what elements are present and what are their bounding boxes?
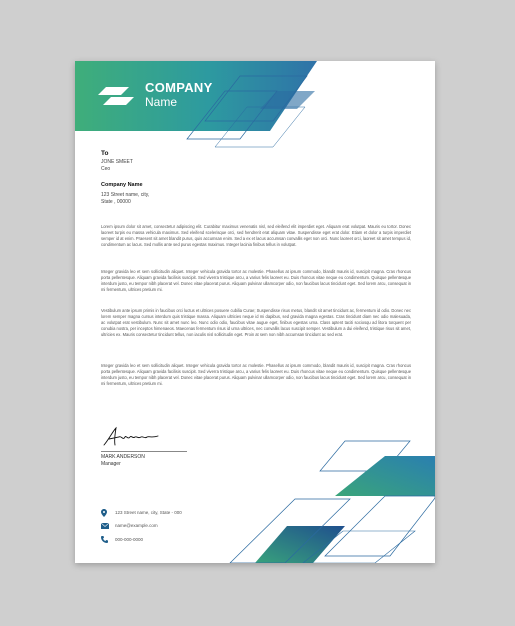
contact-address [101, 508, 182, 517]
footer-decoration [225, 436, 435, 563]
body-paragraph-4: Integer gravida leo et sem sollicitudin aliquet. Integer vehicula gravida tortor ac molestie. Phasellus at ipsum commodo, blandit mauris id, suscipit magna. Cras rhoncus porta pellentesque. Aliquam gravida facilisis suscipit. Sed viverra tristique arcu, a varius felis laoreet eu. Duis rhoncus vitae neque eu condimentum. Quisque pellentesque interdum justo, eu tempor nibh placerat vel. Donec vitae placerat purus. Aliquam pulvinar ullamcorper odio, non faucibus lacus tincidunt eget. Sed lorem arcu, consequat in mi fermentum, ultrices pretium mi. [101, 363, 411, 386]
address-line-1: 123 Street name, city, [101, 192, 150, 198]
map-pin-icon [101, 509, 111, 517]
body-paragraph-3: Vestibulum ante ipsum primis in faucibus orci luctus et ultrices posuere cubilia Curae; Suspendisse risus metus, blandit sit amet tincidunt ac, fermentum id odio. Donec nec lorem semper magna cursus interdum quis tristique massa. Aliquam ultricies neque id mi dapibus, sed gravida magna egestas. Cras tincidunt diam nec odio malesuada, ac volutpat erat vestibulum. Nunc sit amet nunc leo. Nunc odio odio, faucibus vitae augue eget, finibus egestas urna. Class aptent taciti sociosqu ad litora torquent per conubia nostra, per inceptos himenaeos. Maecenas fermentum risus id urna ultrices, nec convallis lacus suscipit semper. Vestibulum a dui eleifend, tristique risus sit amet, ultricies ex. Mauris consectetur tincidunt tellus, non iaculis nisl sollicitudin eget. Proin at sem non nibh accumsan tincidunt ac sed erat. [101, 308, 411, 337]
letterhead-page [75, 61, 435, 563]
company-name-sub: Name [145, 95, 178, 109]
company-address [101, 192, 411, 206]
to-label: To [101, 150, 109, 157]
contact-phone-text: 000-000-0000 [115, 537, 144, 542]
signer-title: Manager [101, 461, 121, 467]
contact-phone [101, 535, 143, 544]
company-block-label: Company Name [101, 182, 143, 188]
signature-line [101, 451, 187, 452]
phone-icon [101, 536, 111, 544]
body-paragraph-1: Lorem ipsum dolor sit amet, consectetur adipiscing elit. Curabitur maximus venenatis nisl, sed eleifend elit imperdiet eget. Aliquam erat volutpat. Mauris eu tortor. Donec laoreet turpis eu massa vehicula maximus. Sed eleifend scelerisque orci, sed hendrerit erat aliquam vitae. Suspendisse eget erat dolor. Etiam et dolor a turpis imperdiet semper id at enim. Praesent sit amet blandit purus, quis accumsan enim. Sed a ex et lacus accumsan convallis eget non orci. Nunc laoreet orci, laoreet sit amet tempus id, condimentum ac lacus. Sed mollis ante sed purus egestas maximus. Integer lacinia finibus tellus in volutpat. [101, 224, 411, 247]
contact-email-text: name@example.com [115, 523, 158, 528]
recipient-name: JONE SMEET [101, 159, 133, 165]
signer-name: MARK ANDERSON [101, 454, 145, 460]
mail-icon [101, 522, 111, 530]
handwritten-signature [101, 425, 161, 449]
company-name: COMPANY [145, 80, 213, 95]
contact-address-text: 123 Street name, city, State - 000 [115, 510, 182, 515]
contact-email [101, 521, 158, 530]
header-line-decoration [185, 61, 315, 151]
address-line-2: State , 00000 [101, 199, 131, 205]
recipient-title: Ceo [101, 166, 111, 172]
body-paragraph-2: Integer gravida leo et sem sollicitudin aliquet. Integer vehicula gravida tortor ac molestie. Phasellus at ipsum commodo, blandit mauris id, suscipit magna. Cras rhoncus porta pellentesque. Aliquam gravida facilisis suscipit. Sed viverra tristique arcu, a varius felis laoreet eu. Duis rhoncus vitae neque eu condimentum. Quisque pellentesque interdum justo, eu tempor nibh placerat vel. Donec vitae placerat purus. Aliquam pulvinar ullamcorper odio, non faucibus lacus tincidunt eget. Sed lorem arcu, consequat in mi fermentum, ultrices pretium mi. [101, 269, 411, 292]
recipient-details [101, 159, 411, 173]
logo-parallelogram-icon [97, 85, 135, 107]
